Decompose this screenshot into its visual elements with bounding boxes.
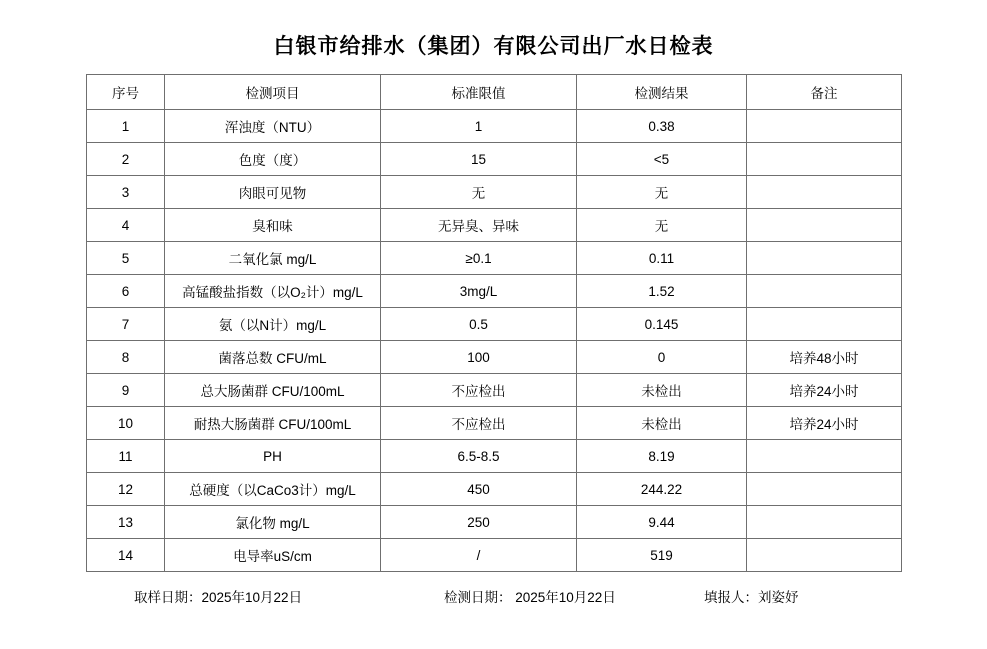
cell-remark bbox=[747, 176, 902, 209]
column-header-no: 序号 bbox=[87, 75, 165, 110]
table-row bbox=[87, 308, 902, 341]
cell-item: PH bbox=[165, 440, 381, 473]
cell-limit: 无异臭、异味 bbox=[381, 209, 577, 242]
cell-remark: 培养24小时 bbox=[747, 407, 902, 440]
cell-result: 0.145 bbox=[577, 308, 747, 341]
table-row bbox=[87, 440, 902, 473]
cell-result: 未检出 bbox=[577, 407, 747, 440]
footer bbox=[0, 572, 987, 606]
cell-result: <5 bbox=[577, 143, 747, 176]
column-header-remark: 备注 bbox=[747, 75, 902, 110]
cell-result: 0.11 bbox=[577, 242, 747, 275]
cell-result: 1.52 bbox=[577, 275, 747, 308]
cell-no: 10 bbox=[87, 407, 165, 440]
cell-result: 0 bbox=[577, 341, 747, 374]
cell-limit: 250 bbox=[381, 506, 577, 539]
table-row bbox=[87, 110, 902, 143]
cell-result: 8.19 bbox=[577, 440, 747, 473]
cell-limit: / bbox=[381, 539, 577, 572]
cell-item: 耐热大肠菌群 CFU/100mL bbox=[165, 407, 381, 440]
cell-item: 总大肠菌群 CFU/100mL bbox=[165, 374, 381, 407]
cell-remark bbox=[747, 110, 902, 143]
cell-item: 臭和味 bbox=[165, 209, 381, 242]
cell-remark bbox=[747, 242, 902, 275]
cell-result: 无 bbox=[577, 209, 747, 242]
cell-limit: 不应检出 bbox=[381, 407, 577, 440]
cell-remark bbox=[747, 473, 902, 506]
table-header-row bbox=[87, 75, 902, 110]
cell-limit: 15 bbox=[381, 143, 577, 176]
table-row bbox=[87, 143, 902, 176]
cell-no: 14 bbox=[87, 539, 165, 572]
table-row bbox=[87, 539, 902, 572]
table-container bbox=[0, 74, 987, 572]
cell-no: 3 bbox=[87, 176, 165, 209]
cell-item: 氨（以N计）mg/L bbox=[165, 308, 381, 341]
cell-result: 未检出 bbox=[577, 374, 747, 407]
cell-no: 4 bbox=[87, 209, 165, 242]
table-row bbox=[87, 407, 902, 440]
cell-remark: 培养48小时 bbox=[747, 341, 902, 374]
cell-no: 13 bbox=[87, 506, 165, 539]
cell-remark bbox=[747, 143, 902, 176]
cell-no: 12 bbox=[87, 473, 165, 506]
cell-no: 1 bbox=[87, 110, 165, 143]
table-row bbox=[87, 374, 902, 407]
cell-no: 9 bbox=[87, 374, 165, 407]
column-header-item: 检测项目 bbox=[165, 75, 381, 110]
cell-no: 6 bbox=[87, 275, 165, 308]
table-row bbox=[87, 242, 902, 275]
cell-item: 菌落总数 CFU/mL bbox=[165, 341, 381, 374]
cell-result: 9.44 bbox=[577, 506, 747, 539]
cell-result: 244.22 bbox=[577, 473, 747, 506]
cell-no: 7 bbox=[87, 308, 165, 341]
cell-no: 11 bbox=[87, 440, 165, 473]
cell-limit: 3mg/L bbox=[381, 275, 577, 308]
cell-no: 8 bbox=[87, 341, 165, 374]
cell-remark: 培养24小时 bbox=[747, 374, 902, 407]
table-row bbox=[87, 275, 902, 308]
table-row bbox=[87, 209, 902, 242]
cell-item: 浑浊度（NTU） bbox=[165, 110, 381, 143]
cell-item: 电导率uS/cm bbox=[165, 539, 381, 572]
cell-limit: 不应检出 bbox=[381, 374, 577, 407]
cell-remark bbox=[747, 209, 902, 242]
cell-result: 0.38 bbox=[577, 110, 747, 143]
table-row bbox=[87, 506, 902, 539]
cell-remark bbox=[747, 506, 902, 539]
cell-result: 519 bbox=[577, 539, 747, 572]
column-header-result: 检测结果 bbox=[577, 75, 747, 110]
cell-remark bbox=[747, 440, 902, 473]
cell-item: 高锰酸盐指数（以O₂计）mg/L bbox=[165, 275, 381, 308]
cell-limit: 450 bbox=[381, 473, 577, 506]
cell-remark bbox=[747, 275, 902, 308]
cell-remark bbox=[747, 308, 902, 341]
cell-limit: 1 bbox=[381, 110, 577, 143]
cell-remark bbox=[747, 539, 902, 572]
test-date: 检测日期： 2025年10月22日 bbox=[444, 590, 616, 605]
cell-limit: 6.5-8.5 bbox=[381, 440, 577, 473]
cell-item: 肉眼可见物 bbox=[165, 176, 381, 209]
column-header-limit: 标准限值 bbox=[381, 75, 577, 110]
cell-limit: 100 bbox=[381, 341, 577, 374]
table-row bbox=[87, 176, 902, 209]
cell-limit: 无 bbox=[381, 176, 577, 209]
cell-item: 二氧化氯 mg/L bbox=[165, 242, 381, 275]
water-quality-table bbox=[86, 74, 902, 572]
cell-no: 2 bbox=[87, 143, 165, 176]
cell-limit: ≥0.1 bbox=[381, 242, 577, 275]
cell-limit: 0.5 bbox=[381, 308, 577, 341]
table-row bbox=[87, 473, 902, 506]
page-title: 白银市给排水（集团）有限公司出厂水日检表 bbox=[273, 35, 714, 58]
cell-item: 总硬度（以CaCo3计）mg/L bbox=[165, 473, 381, 506]
sampling-date: 取样日期：2025年10月22日 bbox=[134, 590, 303, 605]
cell-item: 氯化物 mg/L bbox=[165, 506, 381, 539]
cell-result: 无 bbox=[577, 176, 747, 209]
cell-no: 5 bbox=[87, 242, 165, 275]
cell-item: 色度（度） bbox=[165, 143, 381, 176]
table-row bbox=[87, 341, 902, 374]
filler-name: 填报人：刘姿妤 bbox=[704, 590, 799, 605]
